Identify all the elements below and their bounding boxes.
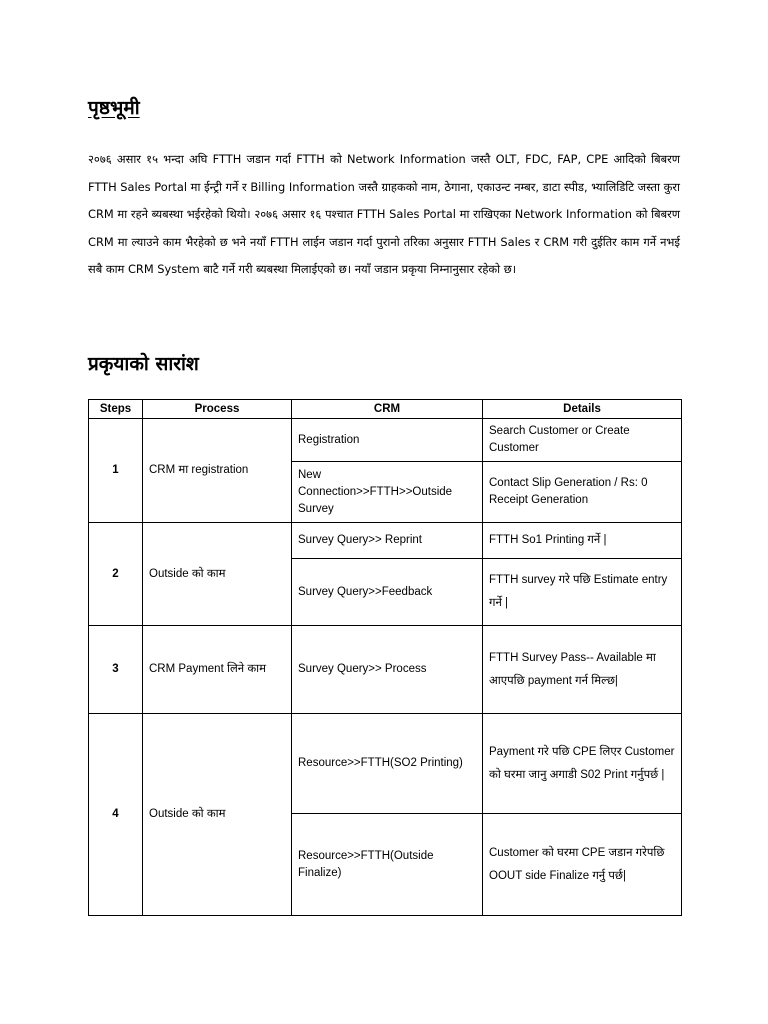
process-cell: CRM Payment लिने काम	[143, 626, 292, 714]
details-cell: FTTH So1 Printing गर्ने |	[483, 523, 682, 559]
details-cell: Contact Slip Generation / Rs: 0 Receipt Generation	[483, 462, 682, 523]
details-cell: FTTH Survey Pass-- Available मा आएपछि payment गर्न मिल्छ|	[483, 626, 682, 714]
step-number: 2	[89, 523, 143, 626]
process-cell: CRM मा registration	[143, 419, 292, 523]
crm-cell: New Connection>>FTTH>>Outside Survey	[292, 462, 483, 523]
crm-cell: Survey Query>> Process	[292, 626, 483, 714]
crm-cell: Survey Query>>Feedback	[292, 559, 483, 626]
background-heading: पृष्ठभूमी	[88, 97, 140, 119]
step-number: 1	[89, 419, 143, 523]
process-table	[88, 399, 682, 916]
table-row	[89, 626, 682, 714]
details-cell: Payment गरे पछि CPE लिएर Customer को घरमा जानु अगाडी S02 Print गर्नुपर्छ |	[483, 714, 682, 814]
process-cell: Outside को काम	[143, 714, 292, 916]
table-header-row	[89, 400, 682, 419]
details-cell: Customer को घरमा CPE जडान गरेपछि OOUT side Finalize गर्नु पर्छ|	[483, 814, 682, 916]
summary-heading: प्रकृयाको सारांश	[88, 353, 199, 375]
step-number: 4	[89, 714, 143, 916]
background-paragraph: २०७६ असार १५ भन्दा अघि FTTH जडान गर्दा FTTH को Network Information जस्तै OLT, FDC, FAP, CPE आदिको बिबरण FTTH Sales Portal मा ईन्ट्री गर्ने र Billing Information जस्तै ग्राहकको नाम, ठेगाना, एकाउन्ट नम्बर, डाटा स्पीड, भ्यालिडिटि जस्ता कुरा CRM मा रहने ब्यबस्था भईरहेको थियो। २०७६ असार १६ पश्चात FTTH Sales Portal मा राखिएका Network Information को बिबरण CRM मा ल्याउने काम भैरहेको छ भने नयाँ FTTH लाईन जडान गर्दा पुरानो तरिका अनुसार FTTH Sales र CRM गरी दुईतिर काम गर्ने नभई सबै काम CRM System बाटै गर्ने गरी ब्यबस्था मिलाईएको छ। नयाँ जडान प्रकृया निम्नानुसार रहेको छ।	[88, 152, 680, 276]
details-cell: Search Customer or Create Customer	[483, 419, 682, 462]
process-cell: Outside को काम	[143, 523, 292, 626]
table-row	[89, 419, 682, 462]
header-details: Details	[483, 400, 682, 419]
table-row	[89, 523, 682, 559]
crm-cell: Resource>>FTTH(SO2 Printing)	[292, 714, 483, 814]
details-cell: FTTH survey गरे पछि Estimate entry गर्ने |	[483, 559, 682, 626]
crm-cell: Registration	[292, 419, 483, 462]
header-steps: Steps	[89, 400, 143, 419]
crm-cell: Resource>>FTTH(Outside Finalize)	[292, 814, 483, 916]
step-number: 3	[89, 626, 143, 714]
header-crm: CRM	[292, 400, 483, 419]
table-row	[89, 714, 682, 814]
crm-cell: Survey Query>> Reprint	[292, 523, 483, 559]
header-process: Process	[143, 400, 292, 419]
